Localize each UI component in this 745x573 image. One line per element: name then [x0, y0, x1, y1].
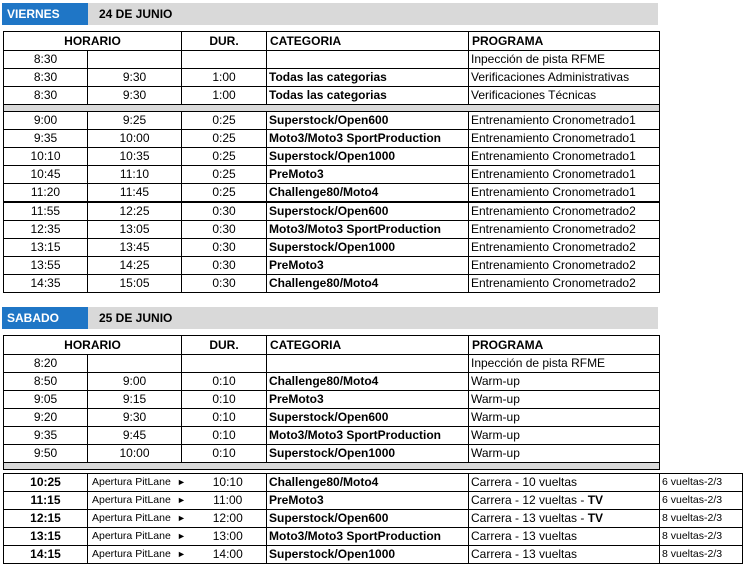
saturday-date: 25 DE JUNIO: [99, 311, 173, 325]
table-row: [4, 391, 660, 409]
header-horario: HORARIO: [4, 32, 182, 51]
saturday-day-header: [2, 307, 658, 329]
duration: [182, 51, 267, 69]
start-time: 9:35: [4, 427, 88, 445]
end-time: 10:00: [88, 445, 182, 463]
start-time: 8:30: [4, 51, 88, 69]
race-time: 14:15: [4, 546, 88, 564]
category: Superstock/Open1000: [267, 445, 469, 463]
duration: 0:30: [182, 257, 267, 275]
duration: [182, 355, 267, 373]
program: Entrenamiento Cronometrado2: [469, 257, 660, 275]
duration: 0:10: [182, 409, 267, 427]
header-programa: PROGRAMA: [469, 32, 660, 51]
friday-schedule-table: [3, 31, 660, 293]
category: Moto3/Moto3 SportProduction: [267, 221, 469, 239]
end-time: 10:00: [88, 130, 182, 148]
table-row: [4, 221, 660, 239]
end-time: 9:00: [88, 373, 182, 391]
table-row: [4, 112, 660, 130]
category: Todas las categorias: [267, 87, 469, 105]
saturday-schedule-table: [3, 335, 660, 470]
program: Entrenamiento Cronometrado1: [469, 112, 660, 130]
program: Entrenamiento Cronometrado2: [469, 239, 660, 257]
race-laps-text: Carrera - 13 vueltas: [471, 529, 578, 543]
pitlane-label: Apertura PitLane: [88, 492, 174, 510]
race-row: [4, 492, 743, 510]
table-row: [4, 130, 660, 148]
category: Todas las categorias: [267, 69, 469, 87]
category: Moto3/Moto3 SportProduction: [267, 528, 469, 546]
race-laps-text: Carrera - 12 vueltas -: [471, 493, 588, 507]
category: Superstock/Open1000: [267, 148, 469, 166]
category: Superstock/Open600: [267, 112, 469, 130]
min-laps: 6 vueltas-2/3: [660, 492, 743, 510]
duration: 0:10: [182, 373, 267, 391]
category: [267, 355, 469, 373]
saturday-day-label: SABADO: [2, 307, 88, 329]
table-row: [4, 166, 660, 184]
header-categoria: CATEGORIA: [267, 336, 469, 355]
end-time: 15:05: [88, 275, 182, 293]
program: Warm-up: [469, 409, 660, 427]
duration: 0:25: [182, 112, 267, 130]
pitlane-time: 14:00: [190, 546, 267, 564]
program: Verificaciones Administrativas: [469, 69, 660, 87]
duration: 0:10: [182, 427, 267, 445]
duration: 0:10: [182, 445, 267, 463]
arrow-icon: ►: [174, 474, 190, 492]
program: Verificaciones Técnicas: [469, 87, 660, 105]
table-row: [4, 355, 660, 373]
table-row: [4, 148, 660, 166]
header-categoria: CATEGORIA: [267, 32, 469, 51]
friday-day-label: VIERNES: [2, 3, 88, 25]
pitlane-time: 10:10: [190, 474, 267, 492]
saturday-race-table: [3, 473, 743, 564]
start-time: 10:10: [4, 148, 88, 166]
table-row: [4, 257, 660, 275]
category: Challenge80/Moto4: [267, 373, 469, 391]
race-time: 13:15: [4, 528, 88, 546]
end-time: 10:35: [88, 148, 182, 166]
start-time: 12:35: [4, 221, 88, 239]
end-time: [88, 51, 182, 69]
header-dur: DUR.: [182, 32, 267, 51]
start-time: 9:50: [4, 445, 88, 463]
arrow-icon: ►: [174, 528, 190, 546]
header-horario: HORARIO: [4, 336, 182, 355]
tv-badge: TV: [587, 511, 604, 525]
category: Moto3/Moto3 SportProduction: [267, 130, 469, 148]
header-dur: DUR.: [182, 336, 267, 355]
end-time: 9:30: [88, 69, 182, 87]
friday-date: 24 DE JUNIO: [99, 7, 173, 21]
race-row: [4, 528, 743, 546]
race-row: [4, 546, 743, 564]
start-time: 10:45: [4, 166, 88, 184]
race-row: [4, 474, 743, 492]
duration: 0:25: [182, 130, 267, 148]
program: Entrenamiento Cronometrado1: [469, 166, 660, 184]
category: Challenge80/Moto4: [267, 184, 469, 203]
start-time: 9:20: [4, 409, 88, 427]
start-time: 8:30: [4, 69, 88, 87]
arrow-icon: ►: [174, 492, 190, 510]
end-time: 11:10: [88, 166, 182, 184]
duration: 0:10: [182, 391, 267, 409]
start-time: 9:05: [4, 391, 88, 409]
duration: 0:25: [182, 166, 267, 184]
min-laps: 8 vueltas-2/3: [660, 510, 743, 528]
program: Entrenamiento Cronometrado2: [469, 221, 660, 239]
min-laps: 6 vueltas-2/3: [660, 474, 743, 492]
race-time: 11:15: [4, 492, 88, 510]
friday-day-header: [2, 3, 658, 25]
start-time: 13:15: [4, 239, 88, 257]
min-laps: 8 vueltas-2/3: [660, 546, 743, 564]
start-time: 14:35: [4, 275, 88, 293]
pitlane-label: Apertura PitLane: [88, 546, 174, 564]
program: Entrenamiento Cronometrado1: [469, 184, 660, 203]
table-row: [4, 427, 660, 445]
end-time: [88, 355, 182, 373]
table-row: [4, 51, 660, 69]
end-time: 9:15: [88, 391, 182, 409]
duration: 0:30: [182, 275, 267, 293]
pitlane-label: Apertura PitLane: [88, 528, 174, 546]
category: Superstock/Open600: [267, 202, 469, 221]
duration: 0:25: [182, 184, 267, 203]
program: Entrenamiento Cronometrado2: [469, 202, 660, 221]
duration: 0:30: [182, 239, 267, 257]
program: [469, 492, 660, 510]
category: Superstock/Open600: [267, 409, 469, 427]
table-row: [4, 87, 660, 105]
start-time: 11:20: [4, 184, 88, 203]
category: PreMoto3: [267, 492, 469, 510]
program: Warm-up: [469, 427, 660, 445]
table-row: [4, 445, 660, 463]
section-separator: [4, 105, 660, 112]
start-time: 8:50: [4, 373, 88, 391]
program: [469, 546, 660, 564]
table-row: [4, 202, 660, 221]
saturday-table-header: [4, 336, 660, 355]
duration: 1:00: [182, 87, 267, 105]
tv-badge: TV: [587, 493, 604, 507]
pitlane-time: 13:00: [190, 528, 267, 546]
table-row: [4, 409, 660, 427]
category: PreMoto3: [267, 257, 469, 275]
end-time: 13:45: [88, 239, 182, 257]
race-laps-text: Carrera - 13 vueltas -: [471, 511, 588, 525]
start-time: 9:00: [4, 112, 88, 130]
category: PreMoto3: [267, 391, 469, 409]
duration: 1:00: [182, 69, 267, 87]
table-row: [4, 184, 660, 203]
program: Entrenamiento Cronometrado1: [469, 130, 660, 148]
end-time: 14:25: [88, 257, 182, 275]
arrow-icon: ►: [174, 546, 190, 564]
program: [469, 528, 660, 546]
program: [469, 474, 660, 492]
end-time: 13:05: [88, 221, 182, 239]
race-laps-text: Carrera - 10 vueltas: [471, 475, 578, 489]
duration: 0:25: [182, 148, 267, 166]
start-time: 8:30: [4, 87, 88, 105]
start-time: 13:55: [4, 257, 88, 275]
start-time: 8:20: [4, 355, 88, 373]
table-row: [4, 373, 660, 391]
end-time: 9:45: [88, 427, 182, 445]
end-time: 11:45: [88, 184, 182, 203]
section-separator: [4, 463, 660, 470]
program: Warm-up: [469, 391, 660, 409]
end-time: 12:25: [88, 202, 182, 221]
program: Inpección de pista RFME: [469, 355, 660, 373]
pitlane-label: Apertura PitLane: [88, 510, 174, 528]
table-row: [4, 275, 660, 293]
end-time: 9:30: [88, 409, 182, 427]
pitlane-label: Apertura PitLane: [88, 474, 174, 492]
category: Moto3/Moto3 SportProduction: [267, 427, 469, 445]
duration: 0:30: [182, 221, 267, 239]
category: PreMoto3: [267, 166, 469, 184]
race-time: 10:25: [4, 474, 88, 492]
pitlane-time: 12:00: [190, 510, 267, 528]
start-time: 11:55: [4, 202, 88, 221]
category: Challenge80/Moto4: [267, 474, 469, 492]
category: Superstock/Open1000: [267, 239, 469, 257]
program: Warm-up: [469, 445, 660, 463]
race-row: [4, 510, 743, 528]
min-laps: 8 vueltas-2/3: [660, 528, 743, 546]
program: Warm-up: [469, 373, 660, 391]
duration: 0:30: [182, 202, 267, 221]
category: Challenge80/Moto4: [267, 275, 469, 293]
race-time: 12:15: [4, 510, 88, 528]
program: Inpección de pista RFME: [469, 51, 660, 69]
race-laps-text: Carrera - 13 vueltas: [471, 547, 578, 561]
end-time: 9:30: [88, 87, 182, 105]
program: Entrenamiento Cronometrado1: [469, 148, 660, 166]
category: Superstock/Open600: [267, 510, 469, 528]
friday-table-header: [4, 32, 660, 51]
header-programa: PROGRAMA: [469, 336, 660, 355]
table-row: [4, 239, 660, 257]
start-time: 9:35: [4, 130, 88, 148]
program: Entrenamiento Cronometrado2: [469, 275, 660, 293]
arrow-icon: ►: [174, 510, 190, 528]
table-row: [4, 69, 660, 87]
end-time: 9:25: [88, 112, 182, 130]
category: Superstock/Open1000: [267, 546, 469, 564]
category: [267, 51, 469, 69]
program: [469, 510, 660, 528]
pitlane-time: 11:00: [190, 492, 267, 510]
